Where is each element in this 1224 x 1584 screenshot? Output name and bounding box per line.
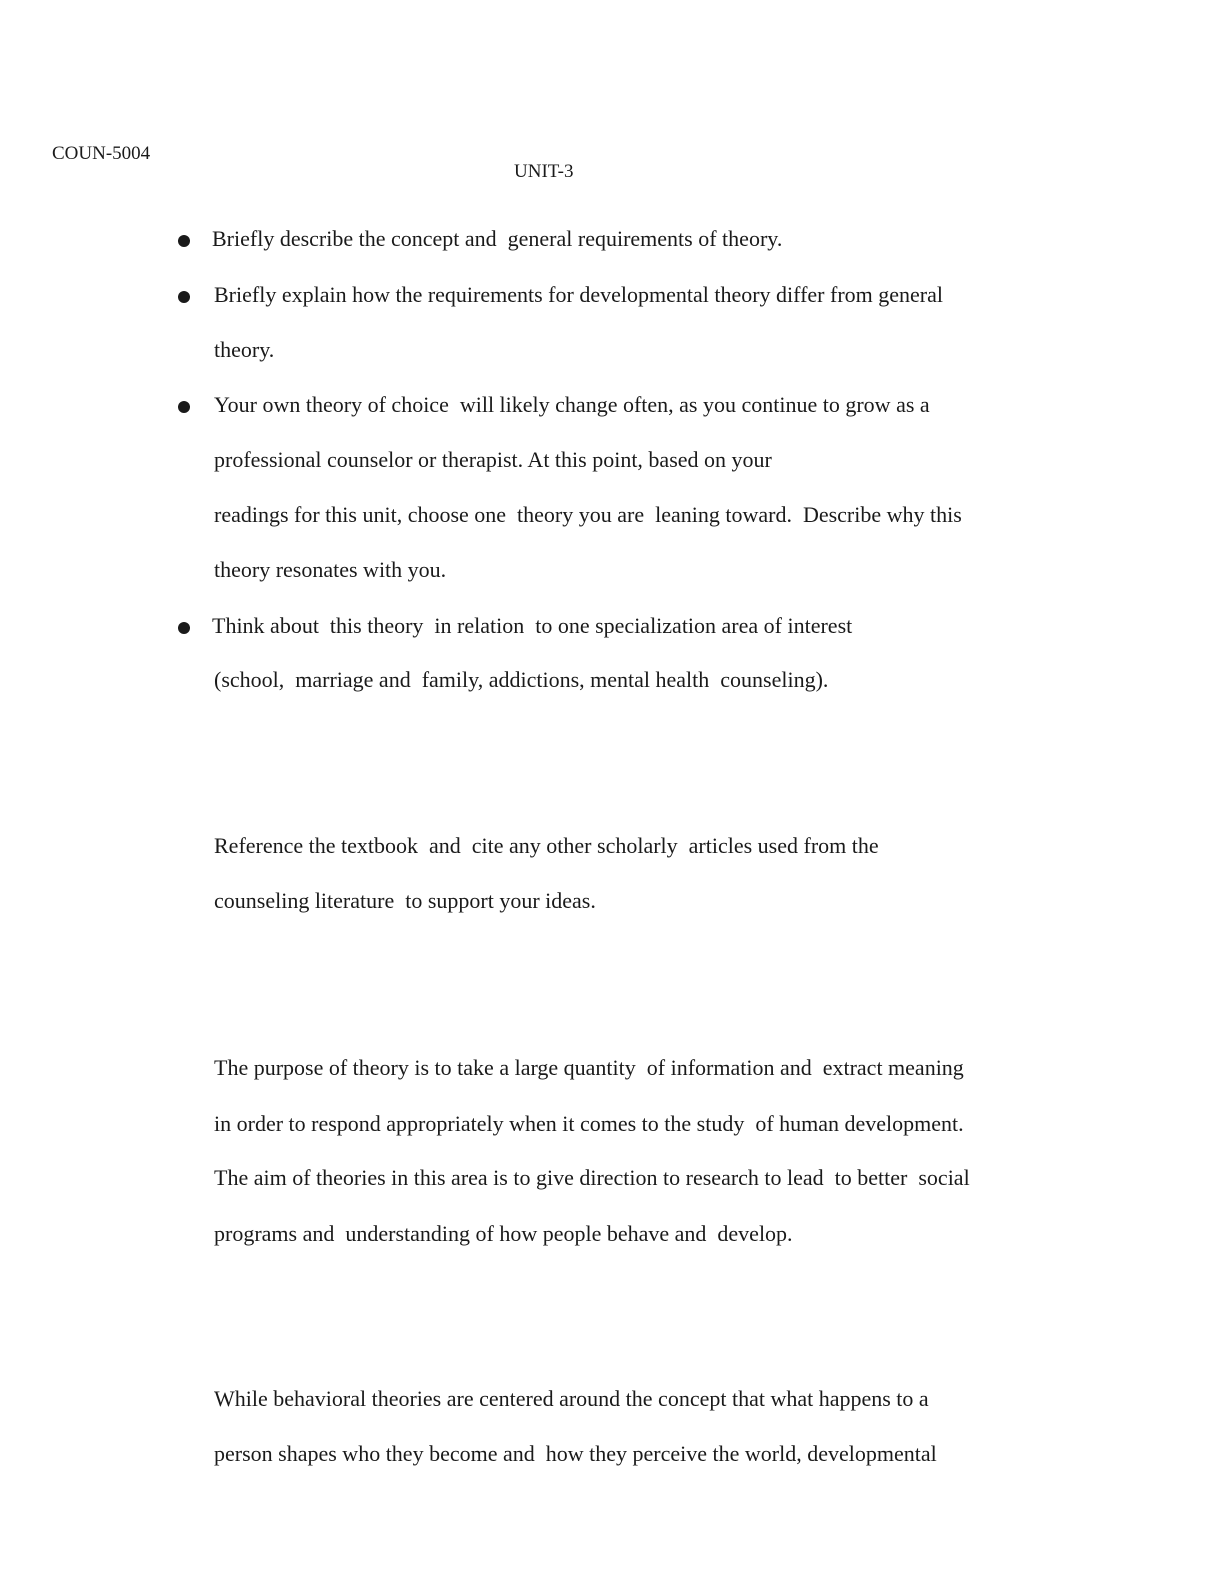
- paragraph-1-line-3: The aim of theories in this area is to give direction to research to lead to better social: [214, 1165, 970, 1190]
- bullet-icon: [178, 401, 190, 413]
- paragraph-2-line-2: person shapes who they become and how they perceive the world, developmental: [214, 1441, 937, 1466]
- instructions-line-1: Reference the textbook and cite any other scholarly articles used from the: [214, 833, 879, 858]
- question-3-line-3: readings for this unit, choose one theory you are leaning toward. Describe why this: [214, 502, 962, 527]
- paragraph-1-line-2: in order to respond appropriately when it comes to the study of human development.: [214, 1111, 964, 1136]
- question-3-line-1: Your own theory of choice will likely change often, as you continue to grow as a: [214, 392, 930, 417]
- question-1-line-1: Briefly describe the concept and general requirements of theory.: [212, 226, 783, 251]
- question-4-line-1: Think about this theory in relation to one specialization area of interest: [212, 613, 853, 638]
- question-3-line-2: professional counselor or therapist. At this point, based on your: [214, 447, 772, 472]
- bullet-icon: [178, 235, 190, 247]
- course-code: COUN-5004: [52, 143, 151, 164]
- paragraph-2-line-1: While behavioral theories are centered around the concept that what happens to a: [214, 1386, 929, 1411]
- question-3-line-4: theory resonates with you.: [214, 557, 447, 582]
- instructions-line-2: counseling literature to support your ideas.: [214, 888, 596, 913]
- bullet-icon: [178, 622, 190, 634]
- unit-title: UNIT-3: [514, 161, 574, 182]
- question-2-line-1: Briefly explain how the requirements for developmental theory differ from general: [214, 282, 943, 307]
- paragraph-1-line-4: programs and understanding of how people behave and develop.: [214, 1221, 793, 1246]
- paragraph-1-line-1: The purpose of theory is to take a large quantity of information and extract meaning: [214, 1055, 964, 1080]
- bullet-icon: [178, 291, 190, 303]
- question-4-line-2: (school, marriage and family, addictions, mental health counseling).: [214, 667, 829, 692]
- question-2-line-2: theory.: [214, 337, 275, 362]
